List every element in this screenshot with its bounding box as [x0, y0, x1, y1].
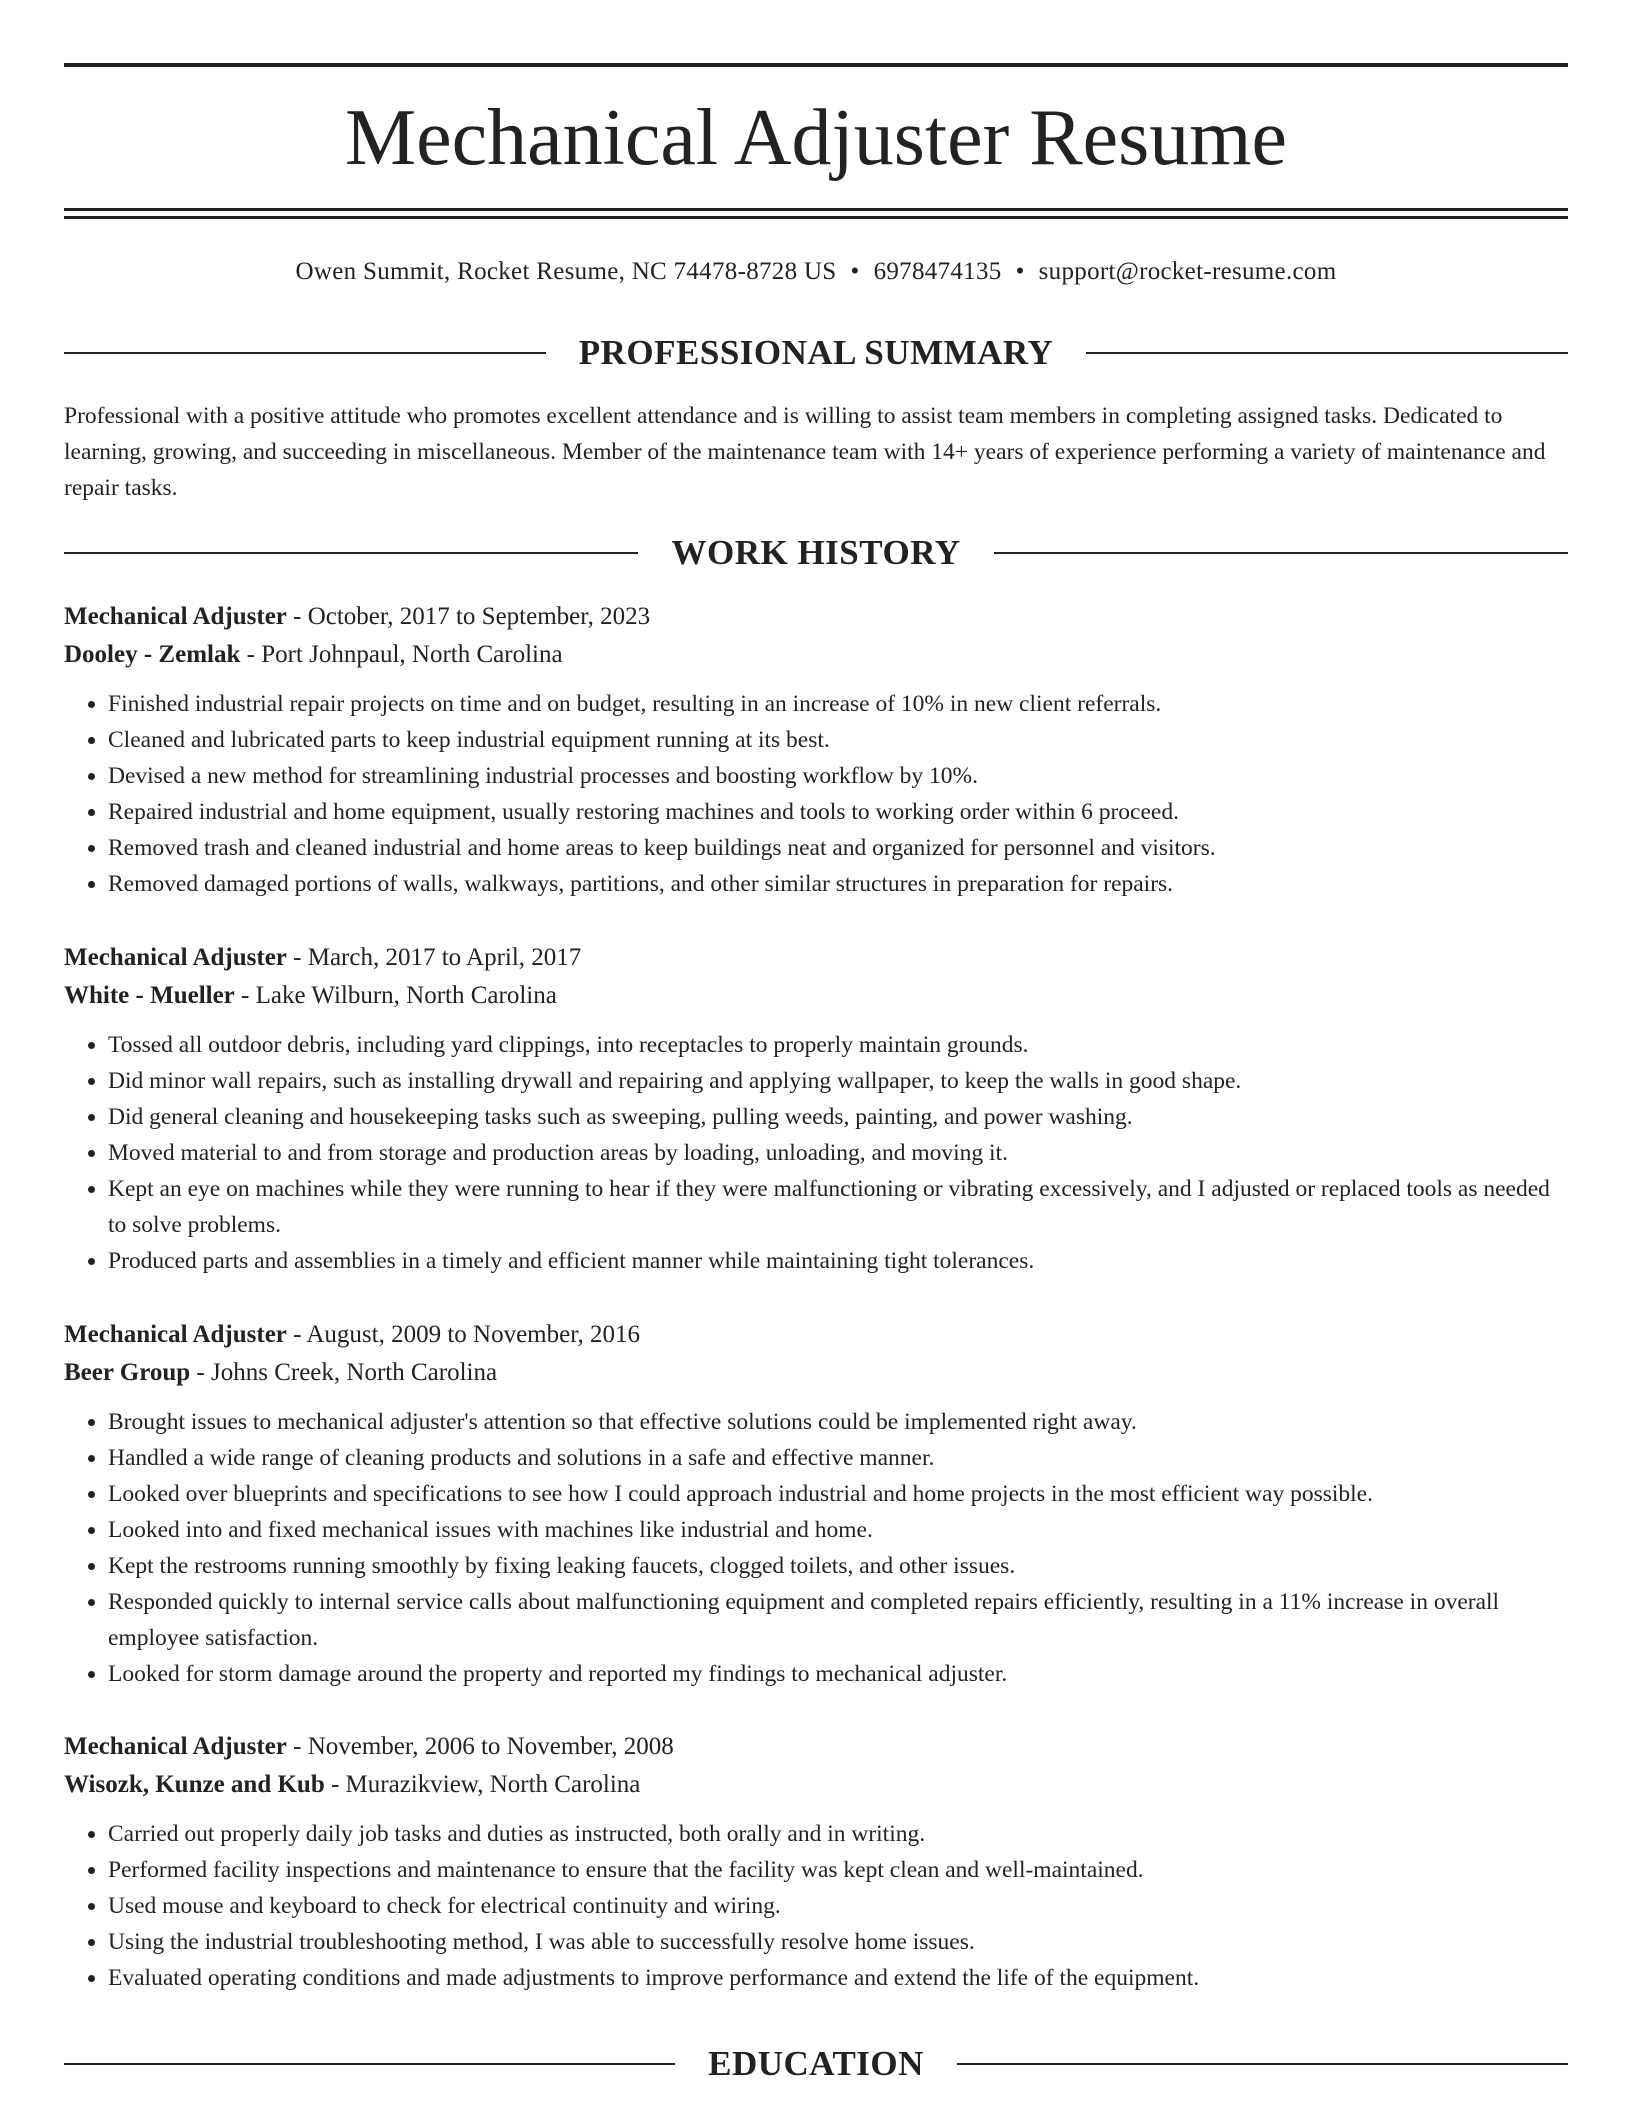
job-bullet: • Responded quickly to internal service calls about malfunctioning equipment and completed repairs efficiently, resulting in a 11% increase in overall employee satisfaction.: [108, 1584, 1568, 1656]
summary-text: Professional with a positive attitude who promotes excellent attendance and is willing to assist team members in completing assigned tasks. Dedicated to learning, growing, and succeeding in miscellaneous. Member of the maintenance team with 14+ years of experience performing a variety of maintenance and repair tasks.: [64, 403, 1546, 501]
section-title-summary: PROFESSIONAL SUMMARY: [578, 333, 1054, 372]
job-entry: [64, 939, 1568, 1279]
job-company-line: [64, 977, 1568, 1015]
contact-line: [64, 254, 1568, 290]
job-location: - Lake Wilburn, North Carolina: [234, 982, 557, 1009]
title-double-rule: [64, 208, 1568, 219]
contact-email[interactable]: support@rocket-resume.com: [1038, 258, 1337, 285]
job-entry: [64, 1728, 1568, 1996]
section-rule: [994, 552, 1568, 554]
job-title-line: [64, 1316, 1568, 1354]
job-dates: - November, 2006 to November, 2008: [286, 1733, 674, 1760]
job-company: Beer Group: [64, 1359, 191, 1386]
job-bullet: • Using the industrial troubleshooting method, I was able to successfully resolve home issues.: [108, 1924, 1568, 1960]
job-bullet: • Looked for storm damage around the property and reported my findings to mechanical adjuster.: [108, 1656, 1568, 1692]
job-bullet: • Handled a wide range of cleaning products and solutions in a safe and effective manner.: [108, 1440, 1568, 1476]
job-bullet: • Finished industrial repair projects on time and on budget, resulting in an increase of 10% in new client referrals.: [108, 686, 1568, 722]
job-bullets: [64, 686, 1568, 902]
section-rule: [64, 552, 638, 554]
contact-separator: •: [1015, 258, 1025, 285]
section-rule: [957, 2063, 1568, 2065]
job-bullet: • Kept the restrooms running smoothly by fixing leaking faucets, clogged toilets, and other issues.: [108, 1548, 1568, 1584]
job-dates: - October, 2017 to September, 2023: [286, 603, 651, 630]
job-title: Mechanical Adjuster: [64, 944, 287, 971]
job-bullet: • Cleaned and lubricated parts to keep industrial equipment running at its best.: [108, 722, 1568, 758]
job-bullet: • Carried out properly daily job tasks and duties as instructed, both orally and in writing.: [108, 1816, 1568, 1852]
contact-phone: 6978474135: [873, 258, 1002, 285]
job-bullets: [64, 1816, 1568, 1996]
job-title-line: [64, 598, 1568, 636]
job-bullets: [64, 1027, 1568, 1279]
section-header-work: [64, 531, 1568, 575]
job-company-line: [64, 636, 1568, 674]
job-entry: [64, 1316, 1568, 1692]
job-company: White - Mueller: [64, 982, 235, 1009]
job-title: Mechanical Adjuster: [64, 1733, 287, 1760]
section-rule: [1086, 352, 1568, 354]
job-bullet: • Kept an eye on machines while they were running to hear if they were malfunctioning or vibrating excessively, and I adjusted or replaced tools as needed to solve problems.: [108, 1171, 1568, 1243]
job-bullets: [64, 1404, 1568, 1692]
job-bullet: • Used mouse and keyboard to check for electrical continuity and wiring.: [108, 1888, 1568, 1924]
job-bullet: • Devised a new method for streamlining industrial processes and boosting workflow by 10%.: [108, 758, 1568, 794]
job-entry: [64, 598, 1568, 902]
contact-address: Owen Summit, Rocket Resume, NC 74478-8728 US: [295, 258, 837, 285]
section-header-summary: [64, 331, 1568, 375]
job-bullet: • Brought issues to mechanical adjuster's attention so that effective solutions could be implemented right away.: [108, 1404, 1568, 1440]
job-bullet: • Did minor wall repairs, such as installing drywall and repairing and applying wallpaper, to keep the walls in good shape.: [108, 1063, 1568, 1099]
job-title-line: [64, 1728, 1568, 1766]
job-company: Dooley - Zemlak: [64, 641, 241, 668]
job-bullet: • Evaluated operating conditions and made adjustments to improve performance and extend the life of the equipment.: [108, 1960, 1568, 1996]
section-title-education: EDUCATION: [708, 2044, 924, 2083]
job-bullet: • Did general cleaning and housekeeping tasks such as sweeping, pulling weeds, painting, and power washing.: [108, 1099, 1568, 1135]
job-title: Mechanical Adjuster: [64, 1321, 287, 1348]
section-header-education: [64, 2042, 1568, 2086]
job-location: - Murazikview, North Carolina: [324, 1771, 641, 1798]
contact-separator: •: [850, 258, 860, 285]
job-company-line: [64, 1766, 1568, 1804]
section-rule: [64, 352, 546, 354]
job-dates: - August, 2009 to November, 2016: [286, 1321, 641, 1348]
section-title-work: WORK HISTORY: [671, 533, 961, 572]
job-company-line: [64, 1354, 1568, 1392]
job-bullet: • Produced parts and assemblies in a timely and efficient manner while maintaining tight tolerances.: [108, 1243, 1568, 1279]
resume-title: Mechanical Adjuster Resume: [345, 94, 1287, 182]
job-bullet: • Repaired industrial and home equipment, usually restoring machines and tools to working order within 6 proceed.: [108, 794, 1568, 830]
top-rule: [64, 63, 1568, 67]
job-dates: - March, 2017 to April, 2017: [286, 944, 582, 971]
job-bullet: • Performed facility inspections and maintenance to ensure that the facility was kept clean and well-maintained.: [108, 1852, 1568, 1888]
section-rule: [64, 2063, 675, 2065]
job-location: - Johns Creek, North Carolina: [190, 1359, 498, 1386]
job-company: Wisozk, Kunze and Kub: [64, 1771, 325, 1798]
job-bullet: • Removed trash and cleaned industrial and home areas to keep buildings neat and organized for personnel and visitors.: [108, 830, 1568, 866]
job-bullet: • Moved material to and from storage and production areas by loading, unloading, and moving it.: [108, 1135, 1568, 1171]
job-title: Mechanical Adjuster: [64, 603, 287, 630]
job-bullet: • Removed damaged portions of walls, walkways, partitions, and other similar structures in preparation for repairs.: [108, 866, 1568, 902]
job-bullet: • Tossed all outdoor debris, including yard clippings, into receptacles to properly maintain grounds.: [108, 1027, 1568, 1063]
job-bullet: • Looked over blueprints and specifications to see how I could approach industrial and home projects in the most efficient way possible.: [108, 1476, 1568, 1512]
job-location: - Port Johnpaul, North Carolina: [240, 641, 563, 668]
job-title-line: [64, 939, 1568, 977]
job-bullet: • Looked into and fixed mechanical issues with machines like industrial and home.: [108, 1512, 1568, 1548]
